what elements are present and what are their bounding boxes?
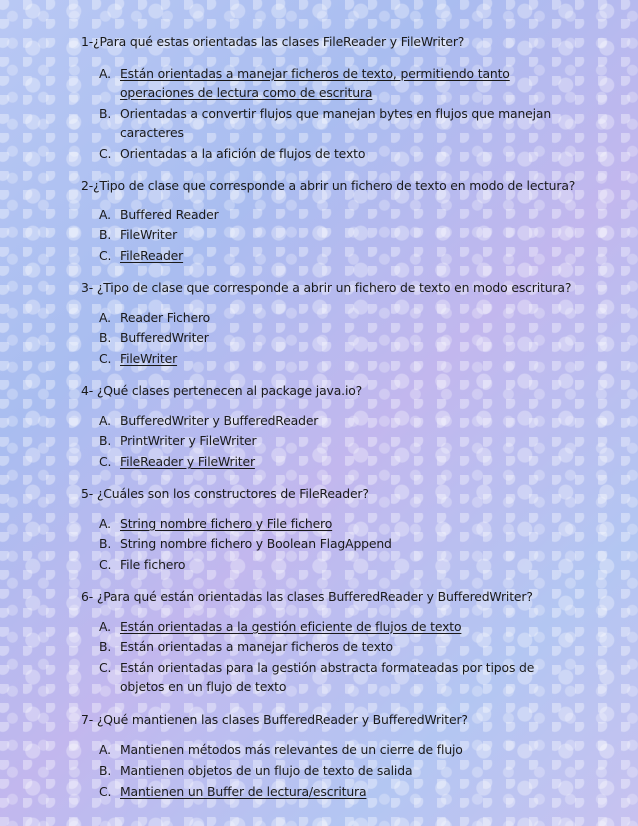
option-text: BufferedWriter y BufferedReader [120,413,319,428]
option-2c [99,246,569,265]
option-letter: C. [99,351,112,366]
option-7b [99,761,569,780]
option-letter: C. [99,784,112,799]
option-text: String nombre fichero y Boolean FlagAppend [120,536,392,551]
option-letter: A. [99,66,111,81]
option-5a [99,514,569,533]
option-text: PrintWriter y FileWriter [120,433,257,448]
option-letter: B. [99,330,112,345]
option-text: Están orientadas a manejar ficheros de texto [120,639,393,654]
option-letter: C. [99,248,112,263]
option-letter: A. [99,742,111,757]
option-text: File fichero [120,557,186,572]
option-text: Orientadas a la afición de flujos de texto [120,146,366,161]
option-letter: B. [99,227,112,242]
option-3c [99,349,569,368]
option-text: Buffered Reader [120,207,219,222]
question-3: 3- ¿Tipo de clase que corresponde a abrir un fichero de texto en modo escritura? [81,280,572,295]
question-4: 4- ¿Qué clases pertenecen al package java.io? [81,383,363,398]
question-2: 2-¿Tipo de clase que corresponde a abrir un fichero de texto en modo de lectura? [81,178,576,193]
option-text: FileReader y FileWriter [120,454,255,469]
option-3a [99,308,569,327]
option-2b [99,225,569,244]
option-4c [99,452,569,471]
option-7c [99,782,569,801]
question-5: 5- ¿Cuáles son los constructores de FileReader? [81,486,369,501]
option-letter: A. [99,516,111,531]
option-letter: A. [99,413,111,428]
option-letter: A. [99,619,111,634]
option-4b [99,431,569,450]
option-text: Orientadas a convertir flujos que manejan bytes en flujos que manejan caracteres [120,106,552,140]
option-6b [99,637,569,656]
option-text: Mantienen métodos más relevantes de un cierre de flujo [120,742,463,757]
option-7a [99,740,569,759]
option-text: FileWriter [120,227,178,242]
option-letter: B. [99,536,112,551]
option-text: String nombre fichero y File fichero [120,516,333,531]
option-6c [99,658,569,696]
option-3b [99,328,569,347]
option-letter: A. [99,310,111,325]
option-text: Reader Fichero [120,310,211,325]
question-6: 6- ¿Para qué están orientadas las clases BufferedReader y BufferedWriter? [81,589,533,604]
option-letter: A. [99,207,111,222]
question-1: 1-¿Para qué estas orientadas las clases FileReader y FileWriter? [81,34,465,49]
option-5c [99,555,569,574]
option-text: FileReader [120,248,184,263]
option-text: Están orientadas para la gestión abstracta formateadas por tipos de objetos en un flujo de texto [120,660,535,694]
option-text: Están orientadas a manejar ficheros de texto, permitiendo tanto operaciones de lectura como de escritura [120,66,510,100]
option-letter: C. [99,454,112,469]
option-text: Mantienen objetos de un flujo de texto de salida [120,763,413,778]
option-text: FileWriter [120,351,178,366]
option-letter: B. [99,433,112,448]
option-5b [99,534,569,553]
option-2a [99,205,569,224]
option-letter: C. [99,660,112,675]
option-1a [99,64,569,102]
option-letter: C. [99,146,112,161]
option-letter: C. [99,557,112,572]
option-letter: B. [99,106,112,121]
option-1b [99,104,569,142]
option-letter: B. [99,763,112,778]
option-letter: B. [99,639,112,654]
option-6a [99,617,569,636]
option-4a [99,411,569,430]
option-text: Mantienen un Buffer de lectura/escritura [120,784,367,799]
option-text: Están orientadas a la gestión eficiente de flujos de texto [120,619,462,634]
question-7: 7- ¿Qué mantienen las clases BufferedReader y BufferedWriter? [81,712,468,727]
option-text: BufferedWriter [120,330,209,345]
option-1c [99,144,569,163]
